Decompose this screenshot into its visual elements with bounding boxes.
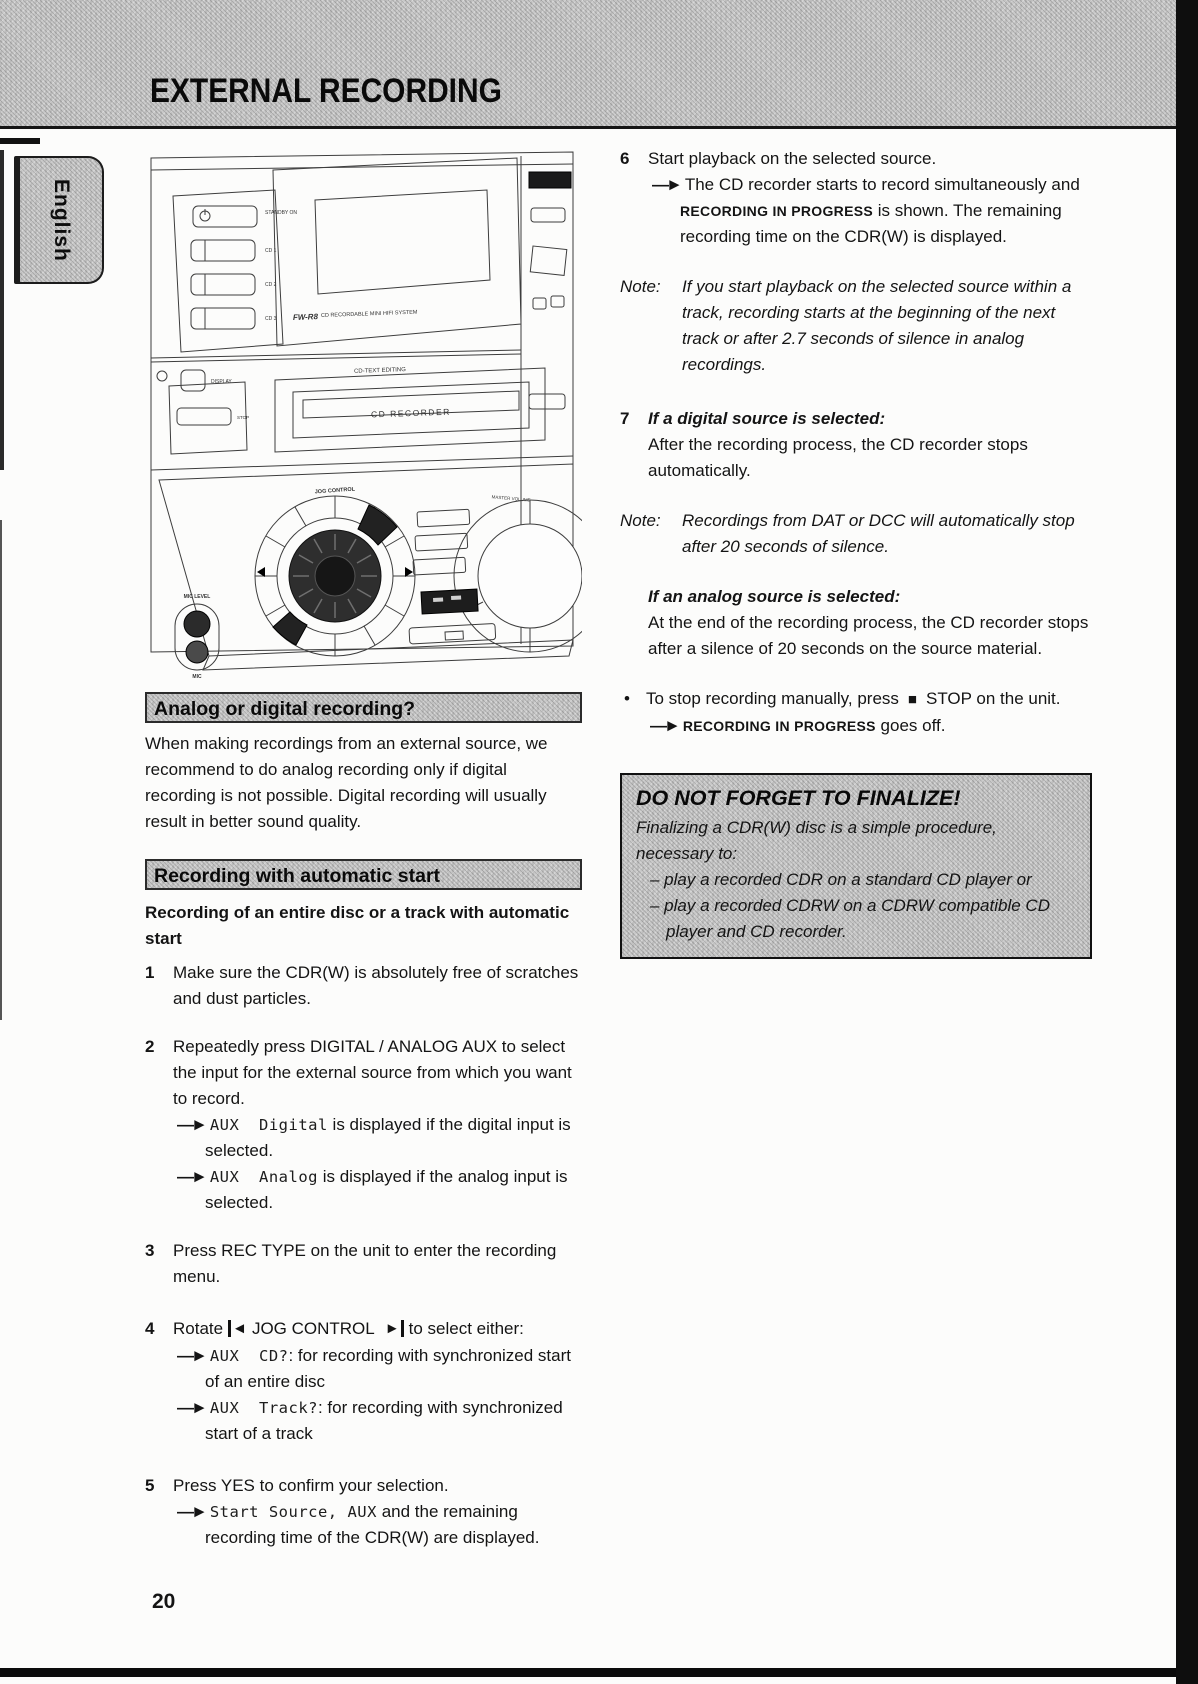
result-arrow-icon: —►	[177, 1398, 205, 1417]
finalize-intro: Finalizing a CDR(W) disc is a simple procedure, necessary to:	[636, 818, 997, 863]
result-text: is shown. The remaining recording time on the CDR(W) is displayed.	[680, 201, 1062, 246]
section-heading-analog: Analog or digital recording?	[145, 692, 582, 723]
scan-edge-bottom	[0, 1668, 1176, 1677]
cd-recorder-label: CD RECORDER	[370, 406, 451, 420]
step-number: 1	[145, 963, 155, 982]
result-arrow-icon: —►	[177, 1502, 205, 1521]
cd-text-editing-label: CD-TEXT EDITING	[353, 367, 406, 375]
result-line	[173, 1164, 582, 1216]
step-3	[145, 1238, 582, 1290]
recording-in-progress-indicator: RECORDING IN PROGRESS	[680, 203, 873, 219]
step-number: 6	[620, 149, 630, 168]
bullet-text: To stop recording manually, press	[646, 689, 899, 708]
result-arrow-icon: —►	[652, 175, 680, 194]
result-arrow-icon: —►	[177, 1115, 205, 1134]
lcd-text: AUX Track?	[209, 1399, 318, 1417]
step-text: Press REC TYPE on the unit to enter the recording menu.	[173, 1241, 557, 1286]
scan-artifact	[0, 520, 2, 1020]
step-text: to select either:	[408, 1319, 524, 1338]
result-arrow-icon: —►	[650, 716, 678, 735]
step-number: 7	[620, 409, 630, 428]
master-volume-label: MASTER VOLUME	[491, 494, 531, 503]
lcd-text: AUX Analog	[209, 1168, 318, 1186]
bullet-icon: •	[624, 689, 630, 708]
note	[620, 274, 1092, 378]
previous-track-icon: ◄	[228, 1320, 247, 1337]
autostart-subtitle: Recording of an entire disc or a track with automatic start	[145, 903, 570, 948]
step-number: 5	[145, 1476, 155, 1495]
finalize-item: – play a recorded CDRW on a CDRW compatible CD player and CD recorder.	[650, 896, 1050, 941]
step-5	[145, 1473, 582, 1551]
step-number: 4	[145, 1319, 155, 1338]
result-arrow-icon: —►	[177, 1167, 205, 1186]
step-number: 2	[145, 1037, 155, 1056]
result-line	[173, 1395, 582, 1447]
mic-level-label: MIC LEVEL	[183, 594, 211, 600]
cd2-button-label: CD 2	[265, 282, 277, 288]
scan-artifact	[0, 150, 4, 470]
step-text: Rotate	[173, 1319, 224, 1338]
finalize-title: DO NOT FORGET TO FINALIZE!	[636, 786, 961, 810]
lcd-text: AUX CD?	[209, 1347, 289, 1365]
result-line	[173, 1343, 582, 1395]
result-text: and the remaining recording time of the CDR(W) are displayed.	[205, 1502, 540, 1547]
result-text: : for recording with synchronized start of a track	[205, 1398, 563, 1443]
case-title: If a digital source is selected:	[648, 409, 886, 428]
result-arrow-icon: —►	[177, 1346, 205, 1365]
language-tab	[14, 156, 104, 284]
case-title: If an analog source is selected:	[648, 587, 901, 606]
bullet-text: STOP on the unit.	[925, 689, 1061, 708]
result-line	[646, 713, 1092, 739]
result-text: goes off.	[875, 716, 946, 735]
stop-button-label: STOP	[237, 415, 250, 420]
display-button-label: DISPLAY	[211, 379, 232, 385]
note-label: Note:	[620, 511, 661, 530]
jog-control-label: JOG CONTROL	[314, 486, 356, 496]
lcd-text: Start Source, AUX	[209, 1503, 377, 1521]
step-2	[145, 1034, 582, 1216]
scan-artifact	[0, 138, 40, 144]
finalize-callout	[620, 773, 1092, 959]
step-text: Make sure the CDR(W) is absolutely free of scratches and dust particles.	[173, 963, 579, 1008]
step-6	[620, 146, 1092, 250]
cd1-button-label: CD 1	[265, 248, 277, 254]
note-text: If you start playback on the selected source within a track, recording starts at the beginning of the next track or after 2.7 seconds of silence in analog recordings.	[682, 277, 1072, 374]
lcd-text: AUX Digital	[209, 1116, 328, 1134]
recording-in-progress-indicator: RECORDING IN PROGRESS	[682, 718, 876, 734]
device-brand-label: FW-R8	[292, 312, 319, 322]
jog-control-text: JOG CONTROL	[251, 1319, 375, 1338]
language-tab-label: English	[50, 178, 73, 262]
hifi-system-drawing	[145, 146, 582, 680]
section-heading-autostart: Recording with automatic start	[145, 859, 582, 890]
result-text: is displayed if the digital input is selected.	[205, 1115, 571, 1160]
analog-source-case	[620, 584, 1092, 662]
note	[620, 508, 1092, 560]
page-number: 20	[152, 1590, 176, 1613]
note-label: Note:	[620, 277, 661, 296]
stop-icon: ■	[907, 691, 917, 708]
page-title: EXTERNAL RECORDING	[150, 72, 502, 110]
result-line	[648, 172, 1092, 250]
result-line	[173, 1499, 582, 1551]
device-brand-suffix-label: CD RECORDABLE MINI HIFI SYSTEM	[320, 309, 418, 319]
case-body: After the recording process, the CD recorder stops automatically.	[648, 435, 1028, 480]
step-text: Start playback on the selected source.	[648, 149, 937, 168]
step-4	[145, 1316, 582, 1447]
right-column	[620, 146, 1092, 959]
result-text: is displayed if the analog input is selected.	[205, 1167, 568, 1212]
result-text: The CD recorder starts to record simultaneously and	[684, 175, 1080, 194]
step-7	[620, 406, 1092, 484]
mic-label: MIC	[192, 674, 202, 680]
left-column	[145, 692, 582, 1551]
result-line	[173, 1112, 582, 1164]
analog-section-body: When making recordings from an external source, we recommend to do analog recording only if digital recording is not possible. Digital recording will usually result in better sound quality.	[145, 734, 548, 831]
case-body: At the end of the recording process, the CD recorder stops after a silence of 20 seconds on the source material.	[648, 613, 1089, 658]
result-text: : for recording with synchronized start of an entire disc	[205, 1346, 571, 1391]
step-1	[145, 960, 582, 1012]
step-text: Press YES to confirm your selection.	[173, 1476, 449, 1495]
note-text: Recordings from DAT or DCC will automatically stop after 20 seconds of silence.	[682, 511, 1075, 556]
device-illustration	[145, 146, 582, 680]
scan-edge-right	[1176, 0, 1198, 1684]
stop-recording-bullet	[620, 686, 1092, 739]
step-text: Repeatedly press DIGITAL / ANALOG AUX to select the input for the external source from which you want to record.	[173, 1037, 572, 1108]
finalize-item: – play a recorded CDR on a standard CD player or	[650, 870, 1032, 889]
cd3-button-label: CD 3	[265, 316, 277, 322]
next-track-icon: ►	[385, 1320, 404, 1337]
header-band	[0, 0, 1176, 129]
step-number: 3	[145, 1241, 155, 1260]
standby-button-label: STANDBY ON	[265, 210, 298, 216]
